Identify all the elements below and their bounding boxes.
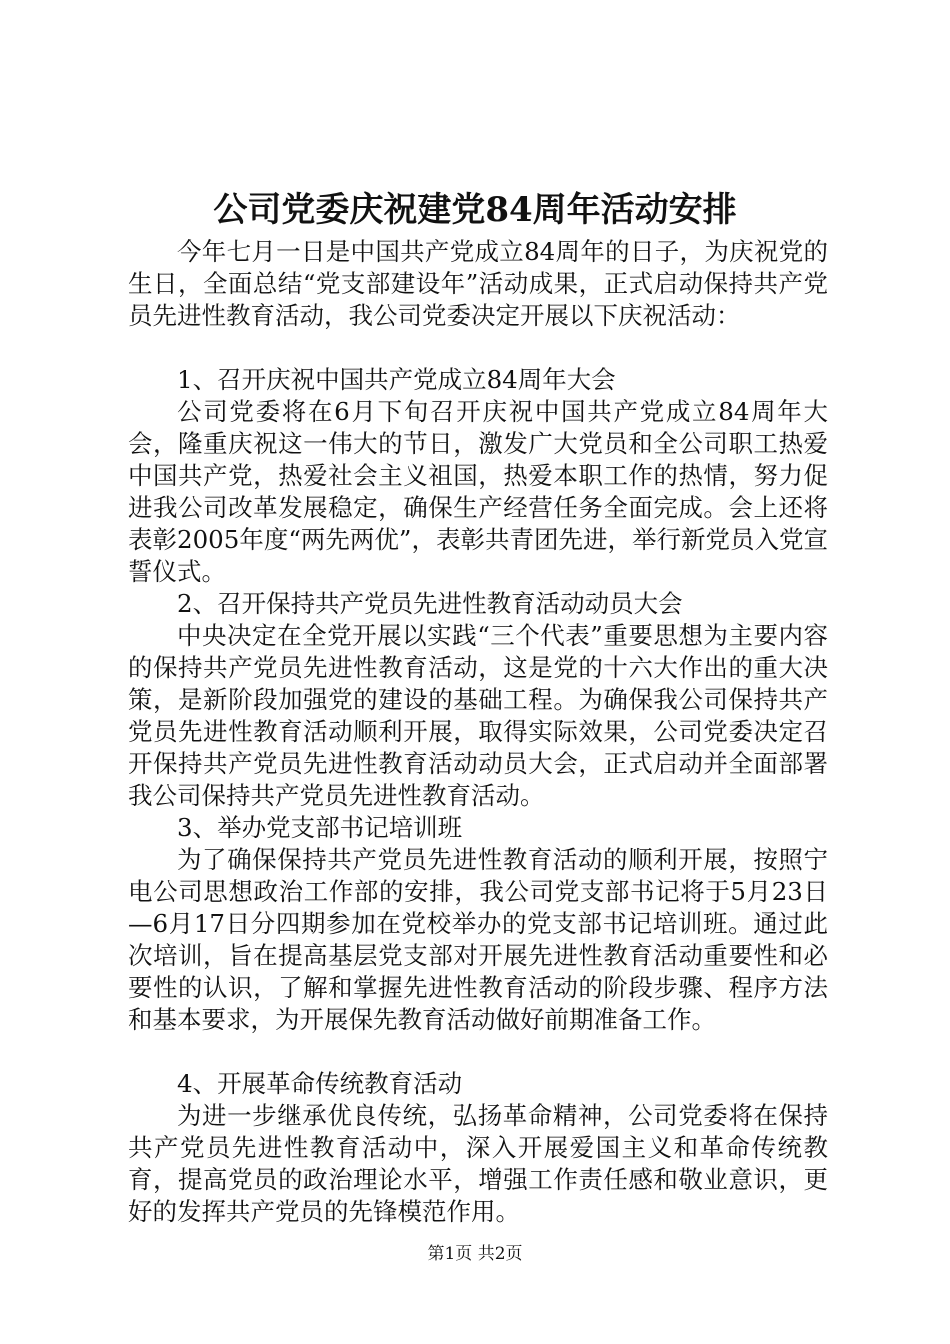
paragraph-gap [128, 332, 828, 364]
section-3-heading: 3、举办党支部书记培训班 [177, 813, 463, 842]
page-footer: 第1页 共2页 [427, 1244, 523, 1264]
section-2-heading: 2、召开保持共产党员先进性教育活动动员大会 [177, 589, 683, 618]
section-3-text: 为了确保保持共产党员先进性教育活动的顺利开展，按照宁电公司思想政治工作部的安排，我公司党支部书记将于5月23日—6月17日分四期参加在党校举办的党支部书记培训班。通过此次培训，旨在提高基层党支部对开展先进性教育活动重要性和必要性的认识，了解和掌握先进性教育活动的阶段步骤、程序方法和基本要求，为开展保先教育活动做好前期准备工作。 [128, 845, 828, 1034]
section-1-heading: 1、召开庆祝中国共产党成立84周年大会 [177, 365, 616, 394]
section-2-text: 中央决定在全党开展以实践“三个代表”重要思想为主要内容的保持共产党员先进性教育活动，这是党的十六大作出的重大决策，是新阶段加强党的建设的基础工程。为确保我公司保持共产党员先进性教育活动顺利开展，取得实际效果，公司党委决定召开保持共产党员先进性教育活动动员大会，正式启动并全面部署我公司保持共产党员先进性教育活动。 [128, 621, 828, 810]
paragraph-gap [128, 1036, 828, 1068]
document-body [128, 236, 828, 1228]
section-4-heading: 4、开展革命传统教育活动 [177, 1069, 463, 1098]
intro-paragraph: 今年七月一日是中国共产党成立84周年的日子，为庆祝党的生日，全面总结“党支部建设年”活动成果，正式启动保持共产党员先进性教育活动，我公司党委决定开展以下庆祝活动： [128, 237, 828, 330]
section-1-text: 公司党委将在6月下旬召开庆祝中国共产党成立84周年大会，隆重庆祝这一伟大的节日，激发广大党员和全公司职工热爱中国共产党，热爱社会主义祖国，热爱本职工作的热情，努力促进我公司改革发展稳定，确保生产经营任务全面完成。会上还将表彰2005年度“两先两优”，表彰共青团先进，举行新党员入党宣誓仪式。 [128, 397, 828, 586]
document-title: 公司党委庆祝建党84周年活动安排 [213, 190, 737, 230]
section-4-text: 为进一步继承优良传统，弘扬革命精神，公司党委将在保持共产党员先进性教育活动中，深入开展爱国主义和革命传统教育，提高党员的政治理论水平，增强工作责任感和敬业意识，更好的发挥共产党员的先锋模范作用。 [128, 1101, 828, 1226]
